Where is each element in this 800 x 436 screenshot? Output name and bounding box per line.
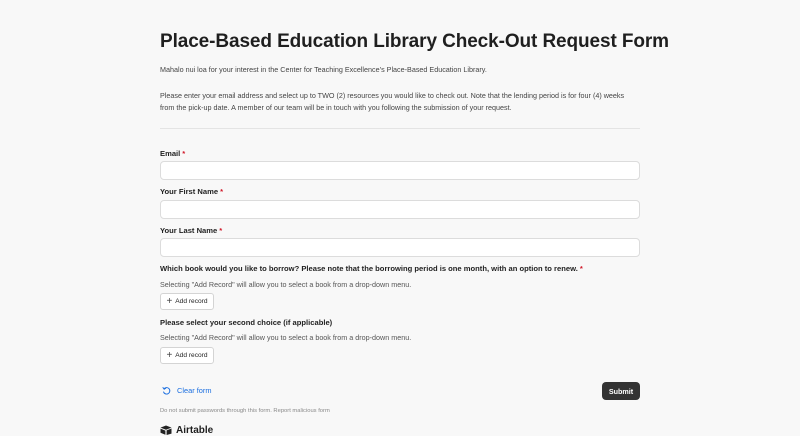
- book-help: Selecting "Add Record" will allow you to select a book from a drop-down menu.: [160, 280, 412, 289]
- last-name-label: [160, 226, 222, 235]
- first-name-field[interactable]: [160, 200, 640, 219]
- first-name-label: [160, 187, 223, 196]
- email-field[interactable]: [160, 161, 640, 180]
- airtable-brand[interactable]: [160, 424, 213, 436]
- plus-icon: +: [166, 295, 173, 307]
- airtable-brand-text: Airtable: [176, 424, 214, 436]
- divider: [160, 128, 640, 129]
- add-record-label: Add record: [175, 352, 208, 359]
- clear-form-button[interactable]: [162, 386, 212, 395]
- book-label-text: Which book would you like to borrow? Please note that the borrowing period is one month, with an option to renew.: [160, 264, 578, 273]
- second-choice-label: Please select your second choice (if applicable): [160, 318, 333, 327]
- second-choice-help: Selecting "Add Record" will allow you to select a book from a drop-down menu.: [160, 333, 412, 342]
- undo-arrow-icon: [162, 386, 171, 395]
- book-label: [160, 264, 583, 273]
- last-name-label-text: Your Last Name: [160, 226, 218, 235]
- email-label-text: Email: [160, 149, 181, 158]
- submit-button[interactable]: Submit: [602, 382, 640, 400]
- footer-note: Do not submit passwords through this form. Report malicious form: [160, 408, 330, 414]
- required-marker: *: [182, 149, 186, 158]
- add-record-button[interactable]: [160, 293, 214, 310]
- required-marker: *: [579, 264, 583, 273]
- first-name-label-text: Your First Name: [160, 187, 219, 196]
- email-label: [160, 149, 185, 158]
- form-instructions: Please enter your email address and select up to TWO (2) resources you would like to check out. Note that the lending period is for four (4) weeks from the pick-up date. A member of our team will be in touch with you following the submission of your request.: [160, 91, 625, 112]
- plus-icon: +: [166, 349, 173, 361]
- last-name-field[interactable]: [160, 238, 640, 257]
- form-title: Place-Based Education Library Check-Out Request Form: [160, 31, 669, 52]
- form-intro: Mahalo nui loa for your interest in the Center for Teaching Excellence’s Place-Based Education Library.: [160, 65, 487, 74]
- add-record-second-button[interactable]: [160, 347, 214, 364]
- add-record-label: Add record: [175, 298, 208, 305]
- required-marker: *: [220, 187, 224, 196]
- airtable-logo-icon: [160, 425, 172, 435]
- required-marker: *: [219, 226, 223, 235]
- clear-form-label: Clear form: [177, 386, 212, 395]
